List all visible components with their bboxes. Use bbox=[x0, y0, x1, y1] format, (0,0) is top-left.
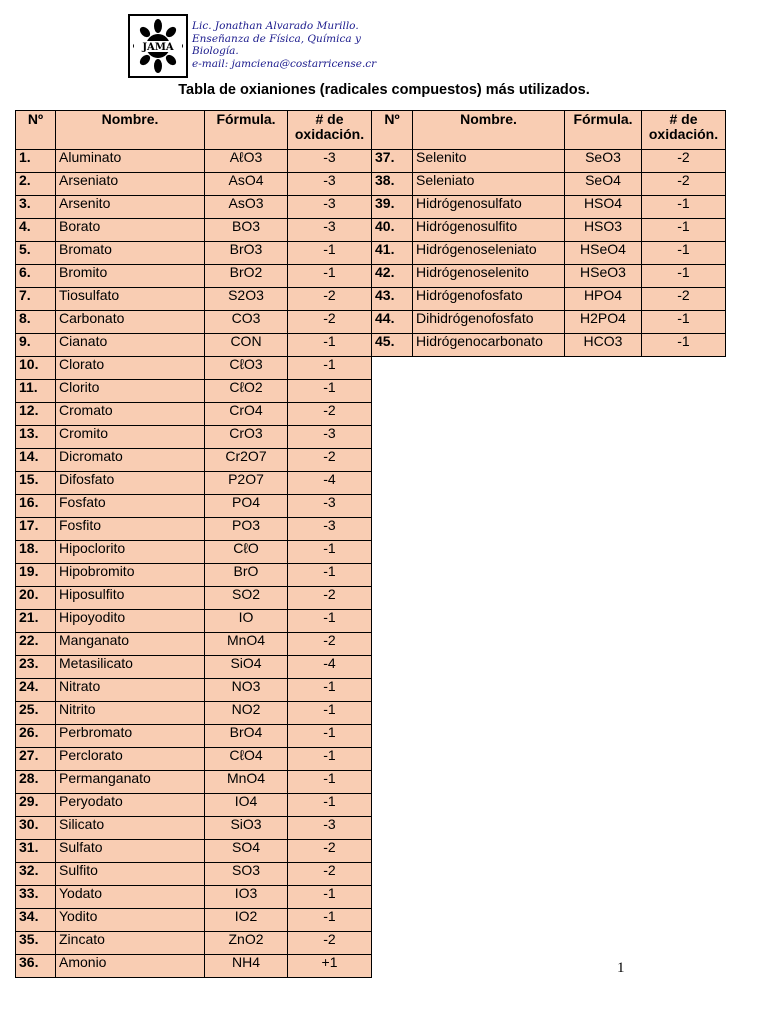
oxidation-number: -1 bbox=[642, 265, 726, 288]
oxidation-number: -4 bbox=[288, 656, 372, 679]
table-row bbox=[16, 173, 372, 196]
anion-formula: HSO3 bbox=[565, 219, 642, 242]
oxyanion-table-left bbox=[15, 110, 372, 978]
row-number: 21. bbox=[16, 610, 56, 633]
anion-name: Arseniato bbox=[56, 173, 205, 196]
anion-name: Selenito bbox=[413, 150, 565, 173]
anion-formula: CON bbox=[205, 334, 288, 357]
anion-name: Permanganato bbox=[56, 771, 205, 794]
oxidation-number: -2 bbox=[288, 288, 372, 311]
row-number: 24. bbox=[16, 679, 56, 702]
anion-formula: MnO4 bbox=[205, 771, 288, 794]
row-number: 28. bbox=[16, 771, 56, 794]
anion-name: Cianato bbox=[56, 334, 205, 357]
oxidation-number: -2 bbox=[288, 863, 372, 886]
anion-name: Hiposulfito bbox=[56, 587, 205, 610]
anion-formula: HPO4 bbox=[565, 288, 642, 311]
oxidation-number: -1 bbox=[288, 242, 372, 265]
anion-name: Hidrógenosulfito bbox=[413, 219, 565, 242]
anion-formula: SO3 bbox=[205, 863, 288, 886]
anion-formula: MnO4 bbox=[205, 633, 288, 656]
header-num: Nº bbox=[16, 111, 56, 150]
row-number: 26. bbox=[16, 725, 56, 748]
row-number: 11. bbox=[16, 380, 56, 403]
anion-formula: CℓO2 bbox=[205, 380, 288, 403]
anion-name: Nitrato bbox=[56, 679, 205, 702]
oxidation-number: -1 bbox=[288, 564, 372, 587]
table-row bbox=[16, 955, 372, 978]
anion-formula: S2O3 bbox=[205, 288, 288, 311]
table-row bbox=[16, 541, 372, 564]
anion-name: Hidrógenocarbonato bbox=[413, 334, 565, 357]
anion-formula: Cr2O7 bbox=[205, 449, 288, 472]
anion-formula: SeO4 bbox=[565, 173, 642, 196]
anion-formula: SO4 bbox=[205, 840, 288, 863]
table-row bbox=[16, 334, 372, 357]
anion-name: Bromato bbox=[56, 242, 205, 265]
anion-name: Nitrito bbox=[56, 702, 205, 725]
table-row bbox=[16, 725, 372, 748]
row-number: 4. bbox=[16, 219, 56, 242]
row-number: 18. bbox=[16, 541, 56, 564]
table-row bbox=[16, 932, 372, 955]
table-row bbox=[16, 587, 372, 610]
table-row bbox=[16, 472, 372, 495]
anion-formula: HSeO4 bbox=[565, 242, 642, 265]
anion-name: Silicato bbox=[56, 817, 205, 840]
row-number: 9. bbox=[16, 334, 56, 357]
anion-name: Amonio bbox=[56, 955, 205, 978]
anion-name: Cromito bbox=[56, 426, 205, 449]
anion-formula: AsO3 bbox=[205, 196, 288, 219]
row-number: 38. bbox=[372, 173, 413, 196]
anion-formula: CrO4 bbox=[205, 403, 288, 426]
oxidation-number: -2 bbox=[642, 173, 726, 196]
row-number: 37. bbox=[372, 150, 413, 173]
table-row bbox=[16, 633, 372, 656]
anion-name: Perbromato bbox=[56, 725, 205, 748]
table-row bbox=[16, 886, 372, 909]
oxidation-number: -1 bbox=[288, 380, 372, 403]
anion-name: Dihidrógenofosfato bbox=[413, 311, 565, 334]
oxidation-number: +1 bbox=[288, 955, 372, 978]
header-oxidation: # de oxidación. bbox=[642, 111, 726, 150]
oxidation-number: -3 bbox=[288, 518, 372, 541]
row-number: 22. bbox=[16, 633, 56, 656]
row-number: 10. bbox=[16, 357, 56, 380]
oxidation-number: -1 bbox=[288, 725, 372, 748]
oxidation-number: -1 bbox=[642, 311, 726, 334]
anion-name: Sulfato bbox=[56, 840, 205, 863]
table-row bbox=[16, 679, 372, 702]
table-row bbox=[16, 150, 372, 173]
anion-formula: ZnO2 bbox=[205, 932, 288, 955]
oxidation-number: -1 bbox=[642, 219, 726, 242]
row-number: 13. bbox=[16, 426, 56, 449]
anion-formula: BO3 bbox=[205, 219, 288, 242]
anion-name: Cromato bbox=[56, 403, 205, 426]
row-number: 40. bbox=[372, 219, 413, 242]
table-row bbox=[16, 495, 372, 518]
row-number: 30. bbox=[16, 817, 56, 840]
anion-name: Tiosulfato bbox=[56, 288, 205, 311]
anion-formula: P2O7 bbox=[205, 472, 288, 495]
anion-name: Metasilicato bbox=[56, 656, 205, 679]
row-number: 33. bbox=[16, 886, 56, 909]
anion-name: Borato bbox=[56, 219, 205, 242]
anion-name: Arsenito bbox=[56, 196, 205, 219]
anion-name: Dicromato bbox=[56, 449, 205, 472]
table-row bbox=[16, 219, 372, 242]
table-row bbox=[16, 242, 372, 265]
header-oxidation: # de oxidación. bbox=[288, 111, 372, 150]
header-formula: Fórmula. bbox=[565, 111, 642, 150]
anion-formula: IO3 bbox=[205, 886, 288, 909]
anion-name: Hidrógenofosfato bbox=[413, 288, 565, 311]
oxidation-number: -1 bbox=[288, 265, 372, 288]
table-row bbox=[372, 311, 726, 334]
anion-formula: NH4 bbox=[205, 955, 288, 978]
anion-name: Clorato bbox=[56, 357, 205, 380]
anion-formula: SiO4 bbox=[205, 656, 288, 679]
table-row bbox=[16, 311, 372, 334]
page-number: 1 bbox=[617, 960, 625, 976]
anion-formula: BrO bbox=[205, 564, 288, 587]
author-credits bbox=[192, 20, 376, 70]
anion-name: Difosfato bbox=[56, 472, 205, 495]
oxidation-number: -2 bbox=[642, 150, 726, 173]
oxidation-number: -3 bbox=[288, 173, 372, 196]
table-header-row bbox=[372, 111, 726, 150]
anion-name: Fosfato bbox=[56, 495, 205, 518]
row-number: 25. bbox=[16, 702, 56, 725]
table-row bbox=[16, 403, 372, 426]
row-number: 15. bbox=[16, 472, 56, 495]
table-row bbox=[16, 380, 372, 403]
table-row bbox=[16, 863, 372, 886]
table-row bbox=[16, 794, 372, 817]
oxidation-number: -1 bbox=[288, 334, 372, 357]
anion-formula: NO2 bbox=[205, 702, 288, 725]
oxidation-number: -2 bbox=[288, 840, 372, 863]
row-number: 5. bbox=[16, 242, 56, 265]
oxidation-number: -1 bbox=[288, 886, 372, 909]
anion-formula: IO2 bbox=[205, 909, 288, 932]
oxidation-number: -1 bbox=[288, 541, 372, 564]
row-number: 34. bbox=[16, 909, 56, 932]
oxidation-number: -1 bbox=[288, 771, 372, 794]
table-row bbox=[16, 610, 372, 633]
anion-formula: CℓO3 bbox=[205, 357, 288, 380]
row-number: 1. bbox=[16, 150, 56, 173]
oxidation-number: -2 bbox=[288, 932, 372, 955]
row-number: 3. bbox=[16, 196, 56, 219]
table-row bbox=[16, 449, 372, 472]
oxidation-number: -3 bbox=[288, 426, 372, 449]
row-number: 44. bbox=[372, 311, 413, 334]
anion-formula: AsO4 bbox=[205, 173, 288, 196]
anion-name: Hipoyodito bbox=[56, 610, 205, 633]
anion-name: Yodito bbox=[56, 909, 205, 932]
anion-formula: CO3 bbox=[205, 311, 288, 334]
anion-formula: SO2 bbox=[205, 587, 288, 610]
table-row bbox=[16, 196, 372, 219]
anion-name: Hipobromito bbox=[56, 564, 205, 587]
table-row bbox=[16, 748, 372, 771]
table-row bbox=[16, 564, 372, 587]
oxidation-number: -1 bbox=[288, 679, 372, 702]
anion-name: Sulfito bbox=[56, 863, 205, 886]
oxidation-number: -1 bbox=[642, 242, 726, 265]
row-number: 14. bbox=[16, 449, 56, 472]
anion-name: Hidrógenoselenito bbox=[413, 265, 565, 288]
anion-formula: SeO3 bbox=[565, 150, 642, 173]
anion-formula: BrO3 bbox=[205, 242, 288, 265]
anion-formula: SiO3 bbox=[205, 817, 288, 840]
oxidation-number: -1 bbox=[288, 357, 372, 380]
table-row bbox=[16, 840, 372, 863]
anion-name: Hipoclorito bbox=[56, 541, 205, 564]
oxidation-number: -1 bbox=[288, 610, 372, 633]
table-row bbox=[16, 656, 372, 679]
anion-formula: BrO4 bbox=[205, 725, 288, 748]
row-number: 8. bbox=[16, 311, 56, 334]
row-number: 45. bbox=[372, 334, 413, 357]
row-number: 32. bbox=[16, 863, 56, 886]
row-number: 41. bbox=[372, 242, 413, 265]
anion-formula: HCO3 bbox=[565, 334, 642, 357]
oxidation-number: -1 bbox=[288, 909, 372, 932]
table-row bbox=[16, 817, 372, 840]
anion-formula: IO bbox=[205, 610, 288, 633]
row-number: 12. bbox=[16, 403, 56, 426]
oxidation-number: -4 bbox=[288, 472, 372, 495]
table-row bbox=[16, 702, 372, 725]
header-name: Nombre. bbox=[56, 111, 205, 150]
anion-formula: CrO3 bbox=[205, 426, 288, 449]
anion-formula: AℓO3 bbox=[205, 150, 288, 173]
anion-formula: BrO2 bbox=[205, 265, 288, 288]
oxidation-number: -3 bbox=[288, 196, 372, 219]
oxidation-number: -3 bbox=[288, 817, 372, 840]
oxidation-number: -3 bbox=[288, 150, 372, 173]
header-name: Nombre. bbox=[413, 111, 565, 150]
oxidation-number: -2 bbox=[288, 587, 372, 610]
row-number: 2. bbox=[16, 173, 56, 196]
anion-formula: NO3 bbox=[205, 679, 288, 702]
anion-formula: HSO4 bbox=[565, 196, 642, 219]
table-row bbox=[16, 426, 372, 449]
table-row bbox=[16, 265, 372, 288]
table-row bbox=[16, 518, 372, 541]
oxidation-number: -1 bbox=[642, 334, 726, 357]
anion-name: Clorito bbox=[56, 380, 205, 403]
anion-formula: CℓO bbox=[205, 541, 288, 564]
anion-formula: IO4 bbox=[205, 794, 288, 817]
oxidation-number: -1 bbox=[288, 702, 372, 725]
anion-formula: H2PO4 bbox=[565, 311, 642, 334]
row-number: 17. bbox=[16, 518, 56, 541]
table-row bbox=[372, 265, 726, 288]
credits-line: Enseñanza de Física, Química y bbox=[192, 32, 361, 45]
anion-formula: PO3 bbox=[205, 518, 288, 541]
credits-line: Biología. bbox=[192, 45, 239, 57]
page-title: Tabla de oxianiones (radicales compuestos) más utilizados. bbox=[178, 82, 590, 98]
row-number: 16. bbox=[16, 495, 56, 518]
table-row bbox=[16, 771, 372, 794]
oxidation-number: -2 bbox=[288, 449, 372, 472]
oxidation-number: -2 bbox=[288, 403, 372, 426]
anion-formula: PO4 bbox=[205, 495, 288, 518]
table-row bbox=[372, 219, 726, 242]
anion-name: Peryodato bbox=[56, 794, 205, 817]
header-formula: Fórmula. bbox=[205, 111, 288, 150]
row-number: 23. bbox=[16, 656, 56, 679]
anion-name: Hidrógenoseleniato bbox=[413, 242, 565, 265]
row-number: 42. bbox=[372, 265, 413, 288]
oxidation-number: -3 bbox=[288, 495, 372, 518]
anion-name: Yodato bbox=[56, 886, 205, 909]
oxidation-number: -2 bbox=[288, 311, 372, 334]
anion-name: Aluminato bbox=[56, 150, 205, 173]
table-row bbox=[16, 357, 372, 380]
row-number: 29. bbox=[16, 794, 56, 817]
oxidation-number: -2 bbox=[288, 633, 372, 656]
row-number: 36. bbox=[16, 955, 56, 978]
anion-name: Bromito bbox=[56, 265, 205, 288]
row-number: 6. bbox=[16, 265, 56, 288]
credits-line: Lic. Jonathan Alvarado Murillo. bbox=[192, 20, 359, 32]
row-number: 31. bbox=[16, 840, 56, 863]
row-number: 43. bbox=[372, 288, 413, 311]
row-number: 19. bbox=[16, 564, 56, 587]
table-row bbox=[372, 196, 726, 219]
row-number: 39. bbox=[372, 196, 413, 219]
anion-name: Fosfito bbox=[56, 518, 205, 541]
logo-text: JAMA bbox=[142, 42, 174, 53]
table-header-row bbox=[16, 111, 372, 150]
row-number: 35. bbox=[16, 932, 56, 955]
oxidation-number: -1 bbox=[288, 748, 372, 771]
oxyanion-table-right bbox=[371, 110, 726, 357]
oxidation-number: -1 bbox=[642, 196, 726, 219]
anion-formula: HSeO3 bbox=[565, 265, 642, 288]
jama-logo bbox=[128, 14, 188, 78]
row-number: 20. bbox=[16, 587, 56, 610]
table-row bbox=[372, 242, 726, 265]
credits-email: e-mail: jamciena@costarricense.cr bbox=[192, 57, 377, 70]
table-row bbox=[16, 909, 372, 932]
anion-name: Perclorato bbox=[56, 748, 205, 771]
oxidation-number: -2 bbox=[642, 288, 726, 311]
row-number: 7. bbox=[16, 288, 56, 311]
table-row bbox=[16, 288, 372, 311]
header-num: Nº bbox=[372, 111, 413, 150]
anion-name: Manganato bbox=[56, 633, 205, 656]
anion-name: Carbonato bbox=[56, 311, 205, 334]
document-header bbox=[128, 14, 608, 84]
table-row bbox=[372, 288, 726, 311]
anion-formula: CℓO4 bbox=[205, 748, 288, 771]
anion-name: Zincato bbox=[56, 932, 205, 955]
table-row bbox=[372, 173, 726, 196]
row-number: 27. bbox=[16, 748, 56, 771]
oxidation-number: -1 bbox=[288, 794, 372, 817]
oxidation-number: -3 bbox=[288, 219, 372, 242]
table-row bbox=[372, 150, 726, 173]
anion-name: Hidrógenosulfato bbox=[413, 196, 565, 219]
anion-name: Seleniato bbox=[413, 173, 565, 196]
table-row bbox=[372, 334, 726, 357]
